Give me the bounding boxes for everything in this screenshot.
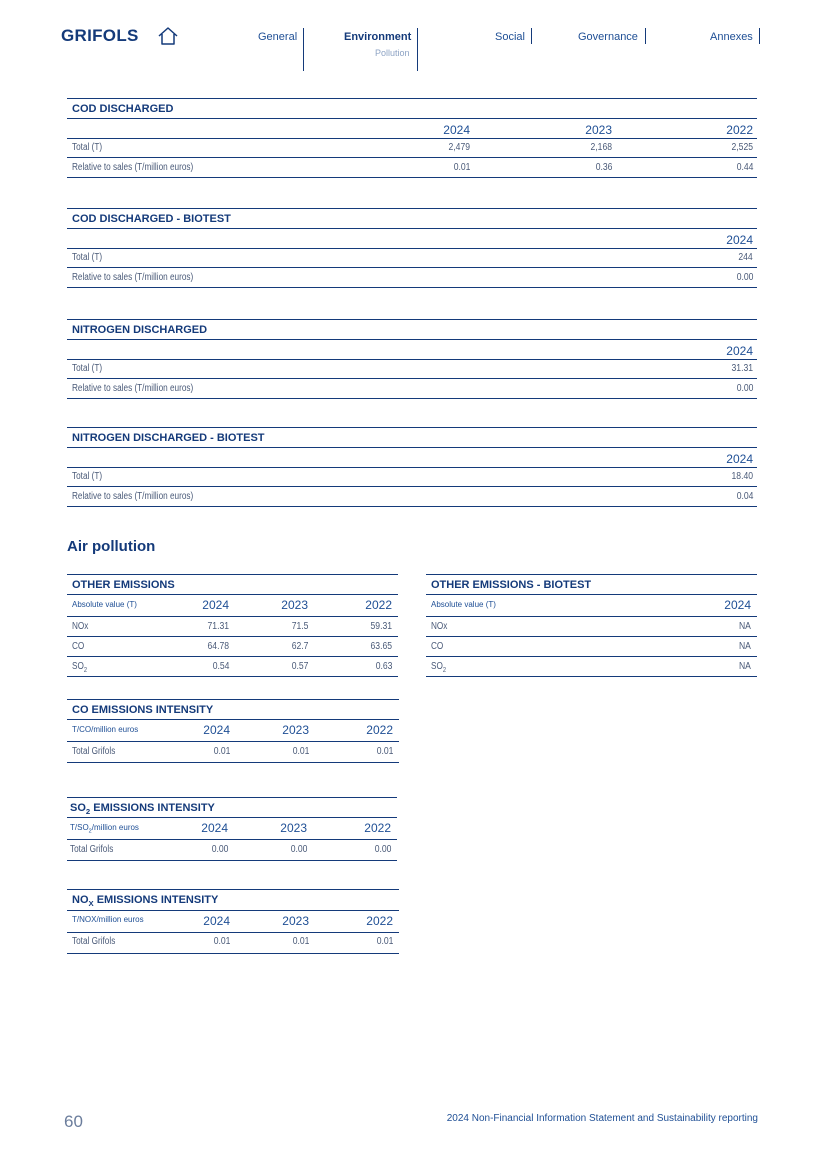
cell-value: 0.01	[292, 746, 309, 757]
divider	[67, 699, 399, 700]
divider	[67, 467, 757, 468]
other-emissions-biotest-table	[426, 574, 757, 678]
divider	[67, 636, 398, 637]
cell-value: 0.36	[595, 162, 612, 173]
year-header: 2024	[724, 598, 751, 612]
cell-value: 0.01	[376, 936, 393, 947]
page-number: 60	[64, 1112, 83, 1131]
year-header: 2022	[366, 723, 393, 737]
nav-divider	[645, 28, 646, 44]
unit-label: Absolute value (T)	[72, 600, 137, 609]
so2-intensity-table	[67, 797, 397, 861]
divider	[426, 594, 757, 595]
grifols-logo[interactable]: GRIFOLS	[61, 26, 139, 45]
divider	[67, 889, 399, 890]
cell-value: 0.01	[376, 746, 393, 757]
cell-value: 0.01	[213, 936, 230, 947]
nav-environment[interactable]: Environment	[344, 31, 412, 43]
row-label: Relative to sales (T/million euros)	[72, 383, 194, 394]
row-label: NOx	[72, 621, 89, 632]
divider	[67, 267, 757, 268]
cell-value: NA	[739, 641, 751, 652]
cell-value: 18.40	[731, 471, 753, 482]
cell-value: 31.31	[731, 363, 753, 374]
row-label: Relative to sales (T/million euros)	[72, 491, 194, 502]
divider	[67, 228, 757, 229]
nav-social[interactable]: Social	[495, 31, 525, 43]
row-label: Total (T)	[72, 471, 103, 482]
cell-value: 0.00	[211, 844, 228, 855]
cell-value: 71.31	[207, 621, 229, 632]
table-title: OTHER EMISSIONS	[72, 579, 175, 591]
table-title: NITROGEN DISCHARGED - BIOTEST	[72, 432, 265, 444]
divider	[67, 817, 397, 818]
table-title: CO EMISSIONS INTENSITY	[72, 704, 214, 716]
year-header: 2023	[280, 821, 307, 835]
divider	[67, 447, 757, 448]
divider	[67, 797, 397, 798]
divider	[67, 741, 399, 742]
divider	[67, 594, 398, 595]
divider	[67, 427, 757, 428]
cell-value: 63.65	[370, 641, 392, 652]
divider	[67, 177, 757, 178]
cod-discharged-table	[67, 98, 757, 178]
cell-value: 0.01	[213, 746, 230, 757]
cell-value: NA	[739, 621, 751, 632]
table-title: OTHER EMISSIONS - BIOTEST	[431, 579, 592, 591]
divider	[67, 398, 757, 399]
divider	[67, 208, 757, 209]
divider	[67, 932, 399, 933]
row-label: $SO_2$	[72, 661, 88, 674]
year-header: 2024	[726, 452, 753, 466]
divider	[67, 378, 757, 379]
cell-value: 2,168	[590, 142, 612, 153]
divider	[67, 616, 398, 617]
cell-value: 0.00	[374, 844, 391, 855]
cell-value: 0.57	[291, 661, 308, 672]
divider	[67, 676, 398, 677]
year-header: 2024	[202, 598, 229, 612]
unit-label: Absolute value (T)	[431, 600, 496, 609]
cell-value: 0.04	[736, 491, 753, 502]
nav-general[interactable]: General	[258, 31, 298, 43]
divider	[67, 118, 757, 119]
row-label: Total (T)	[72, 142, 103, 153]
cell-value: 71.5	[291, 621, 308, 632]
cell-value: 0.63	[375, 661, 392, 672]
year-header: 2022	[726, 123, 753, 137]
year-header: 2023	[281, 598, 308, 612]
row-label: Total Grifols	[70, 844, 114, 855]
row-label: Relative to sales (T/million euros)	[72, 272, 194, 283]
year-header: 2023	[282, 914, 309, 928]
divider	[67, 319, 757, 320]
divider	[67, 157, 757, 158]
year-header: 2024	[201, 821, 228, 835]
divider	[426, 616, 757, 617]
year-header: 2023	[282, 723, 309, 737]
nox-intensity-table	[67, 889, 399, 955]
divider	[67, 138, 757, 139]
year-header: 2024	[443, 123, 470, 137]
table-title: $NO_X$ EMISSIONS INTENSITY	[72, 894, 219, 909]
cell-value: 2,479	[448, 142, 470, 153]
unit-label: T/NOX/million euros	[72, 915, 144, 924]
nav-divider	[759, 28, 760, 44]
co-intensity-table	[67, 699, 399, 763]
row-label: Total (T)	[72, 363, 103, 374]
divider	[67, 719, 399, 720]
cell-value: 0.44	[736, 162, 753, 173]
divider	[67, 860, 397, 861]
divider	[67, 762, 399, 763]
section-heading: Air pollution	[67, 538, 156, 555]
row-label: Relative to sales (T/million euros)	[72, 162, 194, 173]
divider	[67, 248, 757, 249]
row-label: CO	[431, 641, 444, 652]
divider	[67, 287, 757, 288]
divider	[426, 656, 757, 657]
home-icon[interactable]	[157, 26, 179, 46]
divider	[67, 953, 399, 954]
row-label: Total (T)	[72, 252, 103, 263]
divider	[67, 98, 757, 99]
nitrogen-biotest-table	[67, 427, 757, 507]
year-header: 2022	[364, 821, 391, 835]
nav-annexes[interactable]: Annexes	[710, 31, 753, 43]
divider	[67, 506, 757, 507]
divider	[67, 339, 757, 340]
table-title: COD DISCHARGED	[72, 103, 174, 115]
row-label: Total Grifols	[72, 936, 116, 947]
nav-divider	[531, 28, 532, 44]
table-title: COD DISCHARGED - BIOTEST	[72, 213, 231, 225]
row-label: Total Grifols	[72, 746, 116, 757]
cell-value: 0.01	[453, 162, 470, 173]
divider	[426, 676, 757, 677]
cell-value: 0.54	[212, 661, 229, 672]
year-header: 2022	[366, 914, 393, 928]
year-header: 2022	[365, 598, 392, 612]
year-header: 2024	[203, 914, 230, 928]
nitrogen-discharged-table	[67, 319, 757, 399]
other-emissions-table	[67, 574, 398, 678]
cell-value: 59.31	[370, 621, 392, 632]
divider	[426, 574, 757, 575]
cell-value: 62.7	[291, 641, 308, 652]
unit-label: T/CO/million euros	[72, 725, 139, 734]
divider	[67, 656, 398, 657]
year-header: 2024	[203, 723, 230, 737]
cell-value: 2,525	[731, 142, 753, 153]
table-title: $SO_2$ EMISSIONS INTENSITY	[70, 802, 215, 817]
cell-value: 244	[738, 252, 753, 263]
unit-label: $T/SO_2$/million euros	[70, 823, 139, 835]
divider	[67, 486, 757, 487]
cell-value: 0.00	[736, 383, 753, 394]
divider	[67, 359, 757, 360]
row-label: CO	[72, 641, 85, 652]
nav-divider	[303, 28, 304, 71]
divider	[67, 839, 397, 840]
cell-value: 0.00	[290, 844, 307, 855]
divider	[426, 636, 757, 637]
footer-title: 2024 Non-Financial Information Statement and Sustainability reporting	[446, 1113, 758, 1124]
divider	[67, 910, 399, 911]
row-label: $SO_2$	[431, 661, 447, 674]
divider	[67, 574, 398, 575]
row-label: NOx	[431, 621, 448, 632]
nav-governance[interactable]: Governance	[578, 31, 638, 43]
table-title: NITROGEN DISCHARGED	[72, 324, 208, 336]
year-header: 2024	[726, 344, 753, 358]
cell-value: 64.78	[207, 641, 229, 652]
nav-pollution[interactable]: Pollution	[375, 48, 410, 58]
cell-value: 0.01	[292, 936, 309, 947]
cell-value: NA	[739, 661, 751, 672]
year-header: 2024	[726, 233, 753, 247]
nav-divider	[417, 28, 418, 71]
cell-value: 0.00	[736, 272, 753, 283]
cod-biotest-table	[67, 208, 757, 288]
year-header: 2023	[585, 123, 612, 137]
